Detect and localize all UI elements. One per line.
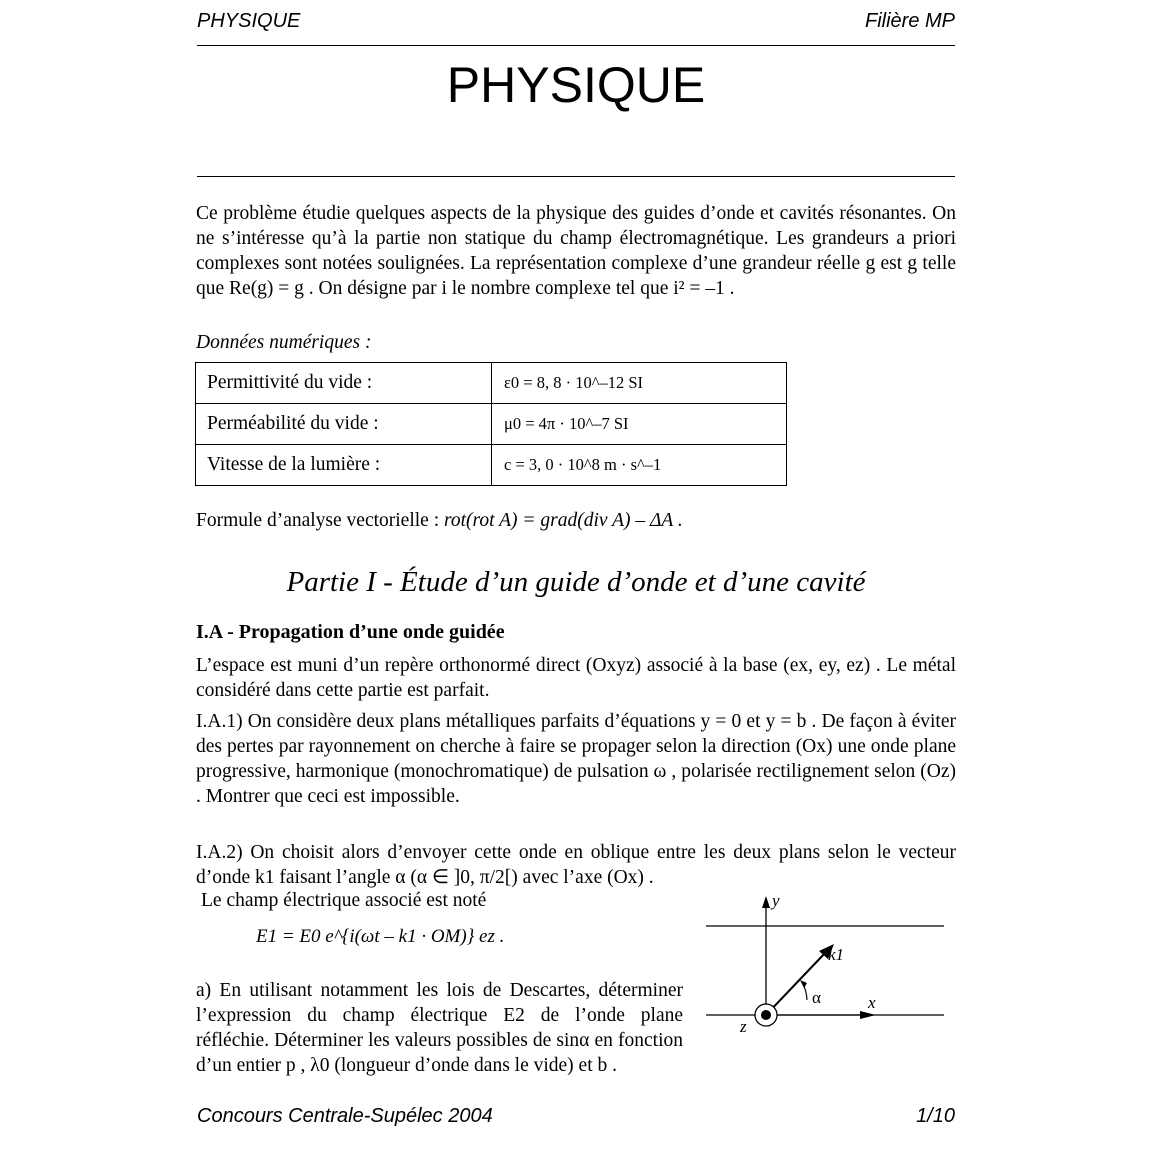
page-title: PHYSIQUE [446, 57, 706, 113]
z-axis-dot [761, 1010, 771, 1020]
page-number: 1/10 [916, 1105, 955, 1127]
constants-table [195, 362, 787, 486]
table-row [196, 363, 787, 404]
table-cell-value: c = 3, 0 · 10^8 m · s^–1 [492, 445, 787, 486]
table-row [196, 404, 787, 445]
page-header [197, 10, 955, 36]
table-cell-label: Vitesse de la lumière : [196, 445, 492, 486]
formula-expression: rot(rot A) = grad(div A) – ΔA . [444, 510, 683, 531]
alpha-arrowhead [800, 980, 807, 988]
k1-label: k1 [828, 945, 845, 964]
x-label: x [868, 993, 876, 1012]
header-left: PHYSIQUE [197, 10, 301, 32]
table-cell-label: Perméabilité du vide : [196, 404, 492, 445]
section-title: I.A - Propagation d’une onde guidée [196, 621, 505, 643]
header-right: Filière MP [864, 10, 955, 32]
z-label: z [740, 1017, 747, 1036]
table-row [196, 445, 787, 486]
part-title: Partie I - Étude d’un guide d’onde et d’une cavité [286, 566, 866, 598]
question-a: a) En utilisant notamment les lois de Descartes, déterminer l’expression du champ électrique E2 de l’onde plane réfléchie. Déterminer les valeurs possibles de sinα en fonction d’un entier p , λ0 (longueur d’onde dans le vide) et b . [196, 980, 683, 1076]
champ-text: Le champ électrique associé est noté [201, 890, 487, 911]
table-cell-value: ε0 = 8, 8 · 10^–12 SI [492, 363, 787, 404]
y-label: y [772, 891, 780, 910]
donnees-label: Données numériques : [196, 332, 372, 353]
x-arrowhead [860, 1011, 876, 1019]
table-cell-value: μ0 = 4π · 10^–7 SI [492, 404, 787, 445]
formula-label: Formule d’analyse vectorielle : [196, 510, 440, 531]
wave-diagram [700, 890, 950, 1040]
header-rule [197, 45, 955, 46]
espace-paragraph: L’espace est muni d’un repère orthonormé direct (Oxyz) associé à la base (ex, ey, ez) . Le métal considéré dans cette partie est parfait. [196, 655, 956, 701]
table-cell-label: Permittivité du vide : [196, 363, 492, 404]
vector-formula [196, 510, 683, 532]
question-ia1: I.A.1) On considère deux plans métalliques parfaits d’équations y = 0 et y = b . De façon à éviter des pertes par rayonnement on cherche à faire se propager selon la direction (Ox) une onde plane progressive, harmonique (monochromatique) de pulsation ω , polarisée rectilignement selon (Oz) . Montrer que ceci est impossible. [196, 711, 956, 807]
title-rule [197, 176, 955, 177]
field-equation: E1 = E0 e^{i(ωt – k1 · OM)} ez . [256, 926, 505, 947]
y-arrowhead [762, 896, 770, 908]
alpha-label: α [812, 988, 821, 1007]
intro-paragraph: Ce problème étudie quelques aspects de la physique des guides d’onde et cavités résonantes. On ne s’intéresse qu’à la partie non statique du champ électromagnétique. Les grandeurs a priori complexes sont notées soulignées. La représentation complexe d’une grandeur réelle g est g telle que Re(g) = g . On désigne par i le nombre complexe tel que i² = –1 . [196, 203, 956, 299]
footer-left: Concours Centrale-Supélec 2004 [197, 1105, 493, 1127]
question-ia2: I.A.2) On choisit alors d’envoyer cette onde en oblique entre les deux plans selon le vecteur d’onde k1 faisant l’angle α (α ∈ ]0, π/2[) avec l’axe (Ox) . [196, 842, 956, 888]
